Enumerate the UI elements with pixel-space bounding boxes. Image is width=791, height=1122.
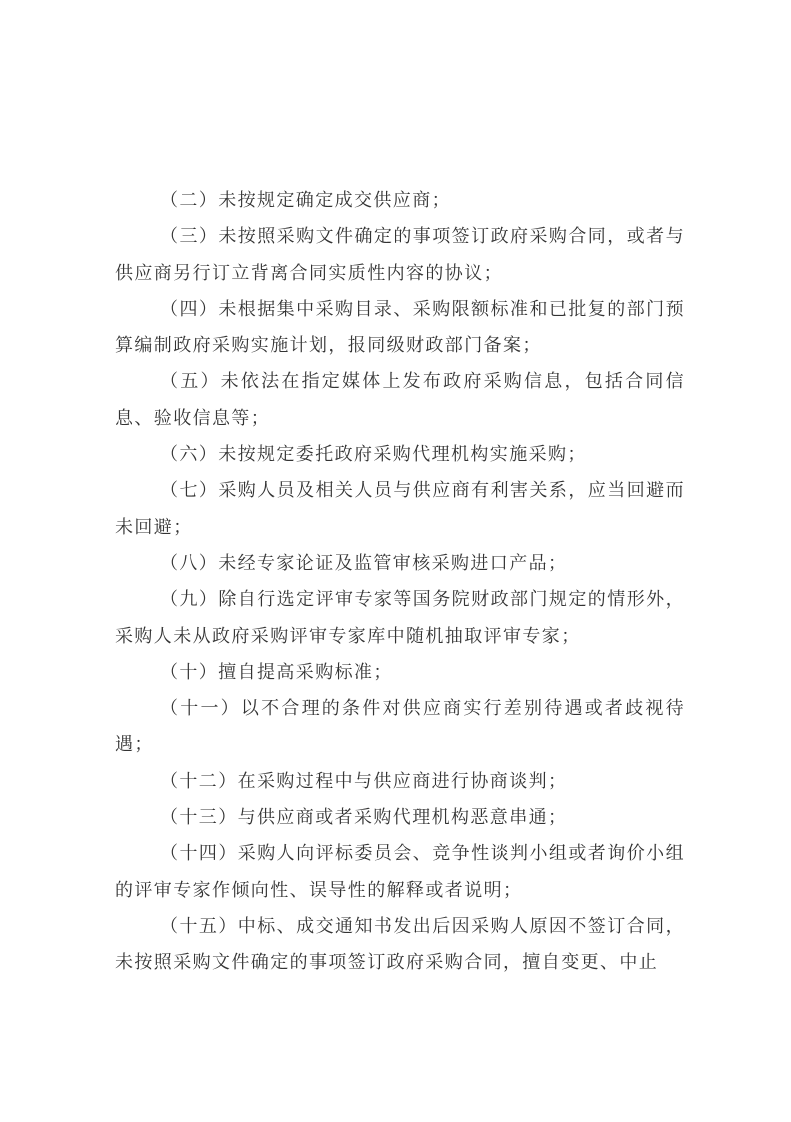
clause-6: （六）未按规定委托政府采购代理机构实施采购； — [160, 444, 587, 466]
clause-10: （十）擅自提高采购标准； — [160, 661, 393, 683]
clause-8: （八）未经专家论证及监管审核采购进口产品； — [160, 552, 568, 574]
clause-9: （九）除自行选定评审专家等国务院财政部门规定的情形外，采购人未从政府采购评审专家库中随机抽取评审专家； — [115, 589, 685, 647]
document-body — [115, 183, 685, 982]
clause-15: （十五）中标、成交通知书发出后因采购人原因不签订合同，未按照采购文件确定的事项签订政府采购合同，擅自变更、中止 — [115, 915, 685, 974]
clause-5: （五）未依法在指定媒体上发布政府采购信息，包括合同信息、验收信息等； — [115, 371, 685, 429]
clause-3: （三）未按照采购文件确定的事项签订政府采购合同，或者与供应商另行订立背离合同实质性内容的协议； — [115, 226, 685, 284]
clause-4: （四）未根据集中采购目录、采购限额标准和已批复的部门预算编制政府采购实施计划，报同级财政部门备案； — [115, 298, 685, 357]
clause-14: （十四）采购人向评标委员会、竞争性谈判小组或者询价小组的评审专家作倾向性、误导性的解释或者说明； — [115, 843, 685, 901]
clause-11: （十一）以不合理的条件对供应商实行差别待遇或者歧视待遇； — [115, 698, 685, 756]
clause-12: （十二）在采购过程中与供应商进行协商谈判； — [160, 770, 568, 792]
clause-7: （七）采购人员及相关人员与供应商有利害关系，应当回避而未回避； — [115, 480, 685, 538]
clause-13: （十三）与供应商或者采购代理机构恶意串通； — [160, 807, 568, 829]
clause-2: （二）未按规定确定成交供应商； — [160, 190, 451, 211]
